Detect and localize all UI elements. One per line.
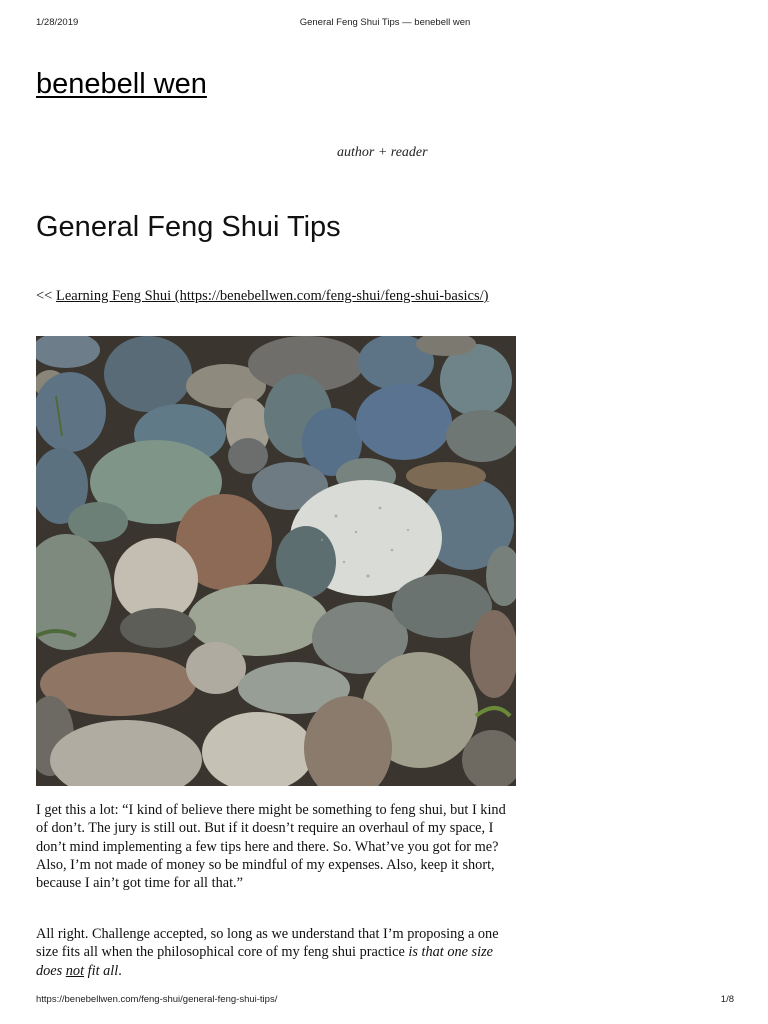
response-emphasis-a: is that one size does <box>36 944 493 979</box>
back-link-url: (https://benebellwen.com/feng-shui/feng-shui-basics/) <box>171 288 489 304</box>
print-footer <box>36 994 734 1008</box>
back-link-text: Learning Feng Shui <box>55 288 172 304</box>
back-link[interactable] <box>56 288 489 304</box>
print-page-title: General Feng Shui Tips — benebell wen <box>299 17 471 28</box>
site-title-link[interactable]: benebell wen <box>36 68 207 100</box>
post-title: General Feng Shui Tips <box>36 211 341 243</box>
back-link-prefix: << <box>36 288 56 304</box>
river-stones-photo <box>36 336 516 786</box>
response-emphasis-b: fit all <box>84 962 119 979</box>
print-date: 1/28/2019 <box>36 17 79 28</box>
print-url: https://benebellwen.com/feng-shui/general-feng-shui-tips/ <box>36 994 278 1005</box>
site-tagline: author + reader <box>337 145 428 160</box>
response-text-end: . <box>118 962 122 979</box>
print-header <box>36 17 734 31</box>
back-link-line <box>36 287 516 306</box>
response-text-start: All right. Challenge accepted, so long as we understand that I’m proposing a one size fits all when the philosophical core of my feng shui practice <box>36 926 499 961</box>
response-emphasis-not: not <box>65 962 85 979</box>
print-page-number: 1/8 <box>720 994 734 1005</box>
response-paragraph <box>36 925 516 980</box>
intro-paragraph: I get this a lot: “I kind of believe there might be something to feng shui, but I kind of don’t. The jury is still out. But if it doesn’t require an overhaul of my space, I don’t mind implementing a few tips here and there. So. What’ve you got for me? Also, I’m not made of money so be mindful of my expenses. Also, keep it short, because I ain’t got time for all that.” <box>36 802 506 892</box>
